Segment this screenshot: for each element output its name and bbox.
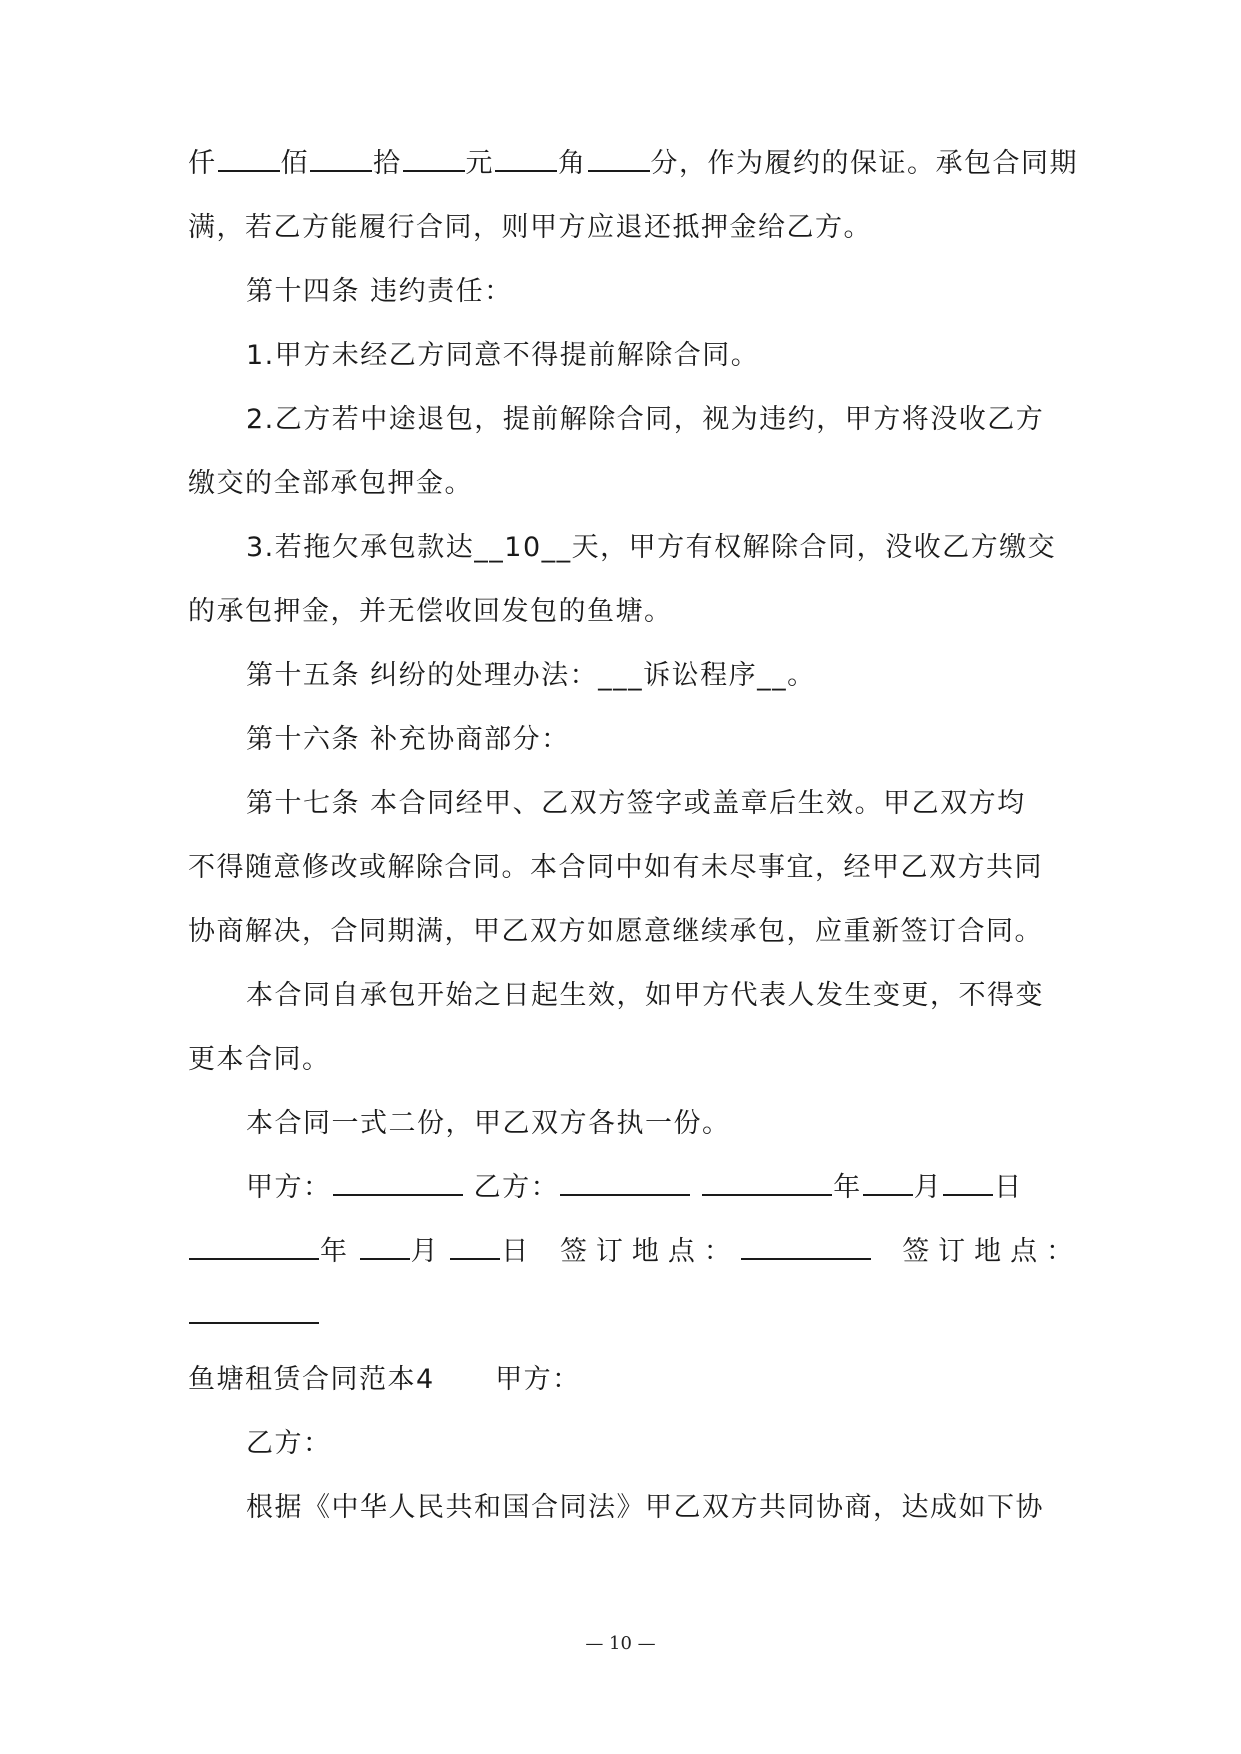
sign-place-label-b: 签订地点：: [902, 1236, 1083, 1267]
signature-line-1: [246, 1170, 1023, 1206]
paragraph-line: 满，若乙方能履行合同，则甲方应退还抵押金给乙方。: [188, 212, 872, 243]
article-17-cont-2: 协商解决，合同期满，甲乙双方如愿意继续承包，应重新签订合同。: [188, 916, 1043, 947]
sign-place-blank-b[interactable]: [189, 1298, 319, 1324]
year-blank[interactable]: [702, 1170, 832, 1196]
sign-place-blank-a[interactable]: [741, 1234, 871, 1260]
template-4-title-line: [188, 1362, 581, 1398]
text-fen: 分，作为履约的保证。承包合同期: [650, 148, 1078, 179]
item-3-days: __10__: [474, 532, 572, 563]
signature-line-3: [188, 1298, 320, 1334]
day-label-2: 日: [501, 1236, 530, 1267]
month-blank[interactable]: [863, 1170, 913, 1196]
party-b-label: 乙方：: [473, 1172, 560, 1203]
article-14-item-2-cont: 缴交的全部承包押金。: [188, 468, 473, 499]
article-16: 第十六条 补充协商部分：: [246, 724, 570, 755]
item-3-pre: 3.若拖欠承包款达: [246, 532, 475, 563]
article-15-method: ___诉讼程序__: [598, 660, 788, 691]
month-label: 月: [913, 1172, 943, 1203]
day-label: 日: [994, 1172, 1023, 1203]
blank-qian[interactable]: [218, 146, 280, 172]
effective-clause: 本合同自承包开始之日起生效，如甲方代表人发生变更，不得变: [246, 980, 1044, 1011]
month-label-2: 月: [410, 1236, 440, 1267]
blank-shi[interactable]: [403, 146, 465, 172]
blank-jiao[interactable]: [588, 146, 650, 172]
copies-clause: 本合同一式二份，甲乙双方各执一份。: [246, 1108, 731, 1139]
day-blank[interactable]: [943, 1170, 993, 1196]
blank-yuan[interactable]: [495, 146, 557, 172]
text-yuan: 元: [465, 148, 494, 179]
article-14-item-3-cont: 的承包押金，并无偿收回发包的鱼塘。: [188, 596, 673, 627]
template-4-party-a: 甲方：: [495, 1364, 581, 1395]
page-number: — 10 —: [585, 1633, 656, 1654]
text-shi: 拾: [373, 148, 402, 179]
article-14-item-3: [246, 530, 1056, 566]
party-b-blank[interactable]: [560, 1170, 690, 1196]
party-a-label: 甲方：: [246, 1172, 332, 1203]
template-4-party-b: 乙方：: [246, 1428, 332, 1459]
year-blank-2[interactable]: [189, 1234, 319, 1260]
template-4-title: 鱼塘租赁合同范本4: [188, 1364, 435, 1395]
article-14-heading: 第十四条 违约责任：: [246, 276, 513, 307]
party-a-blank[interactable]: [333, 1170, 463, 1196]
signature-line-2: [188, 1234, 1082, 1270]
year-label-2: 年: [320, 1236, 349, 1267]
month-blank-2[interactable]: [360, 1234, 410, 1260]
article-15: [246, 658, 816, 694]
article-17-cont-1: 不得随意修改或解除合同。本合同中如有未尽事宜，经甲乙双方共同: [188, 852, 1043, 883]
day-blank-2[interactable]: [450, 1234, 500, 1260]
year-label: 年: [833, 1172, 862, 1203]
template-4-intro: 根据《中华人民共和国合同法》甲乙双方共同协商，达成如下协: [246, 1492, 1044, 1523]
blank-bai[interactable]: [310, 146, 372, 172]
deposit-amount-line: [188, 146, 1078, 182]
text-bai: 佰: [280, 148, 309, 179]
article-14-item-1: 1.甲方未经乙方同意不得提前解除合同。: [246, 340, 760, 371]
sign-place-label-a: 签订地点：: [559, 1236, 740, 1267]
article-15-pre: 第十五条 纠纷的处理办法：: [246, 660, 599, 691]
article-15-post: 。: [787, 660, 816, 691]
text-jiao: 角: [558, 148, 587, 179]
text-qian: 仟: [188, 148, 217, 179]
item-3-post: 天，甲方有权解除合同，没收乙方缴交: [571, 532, 1057, 563]
effective-clause-cont: 更本合同。: [188, 1044, 331, 1075]
article-14-item-2: 2.乙方若中途退包，提前解除合同，视为违约，甲方将没收乙方: [246, 404, 1045, 435]
article-17: 第十七条 本合同经甲、乙双方签字或盖章后生效。甲乙双方均: [246, 788, 1026, 819]
